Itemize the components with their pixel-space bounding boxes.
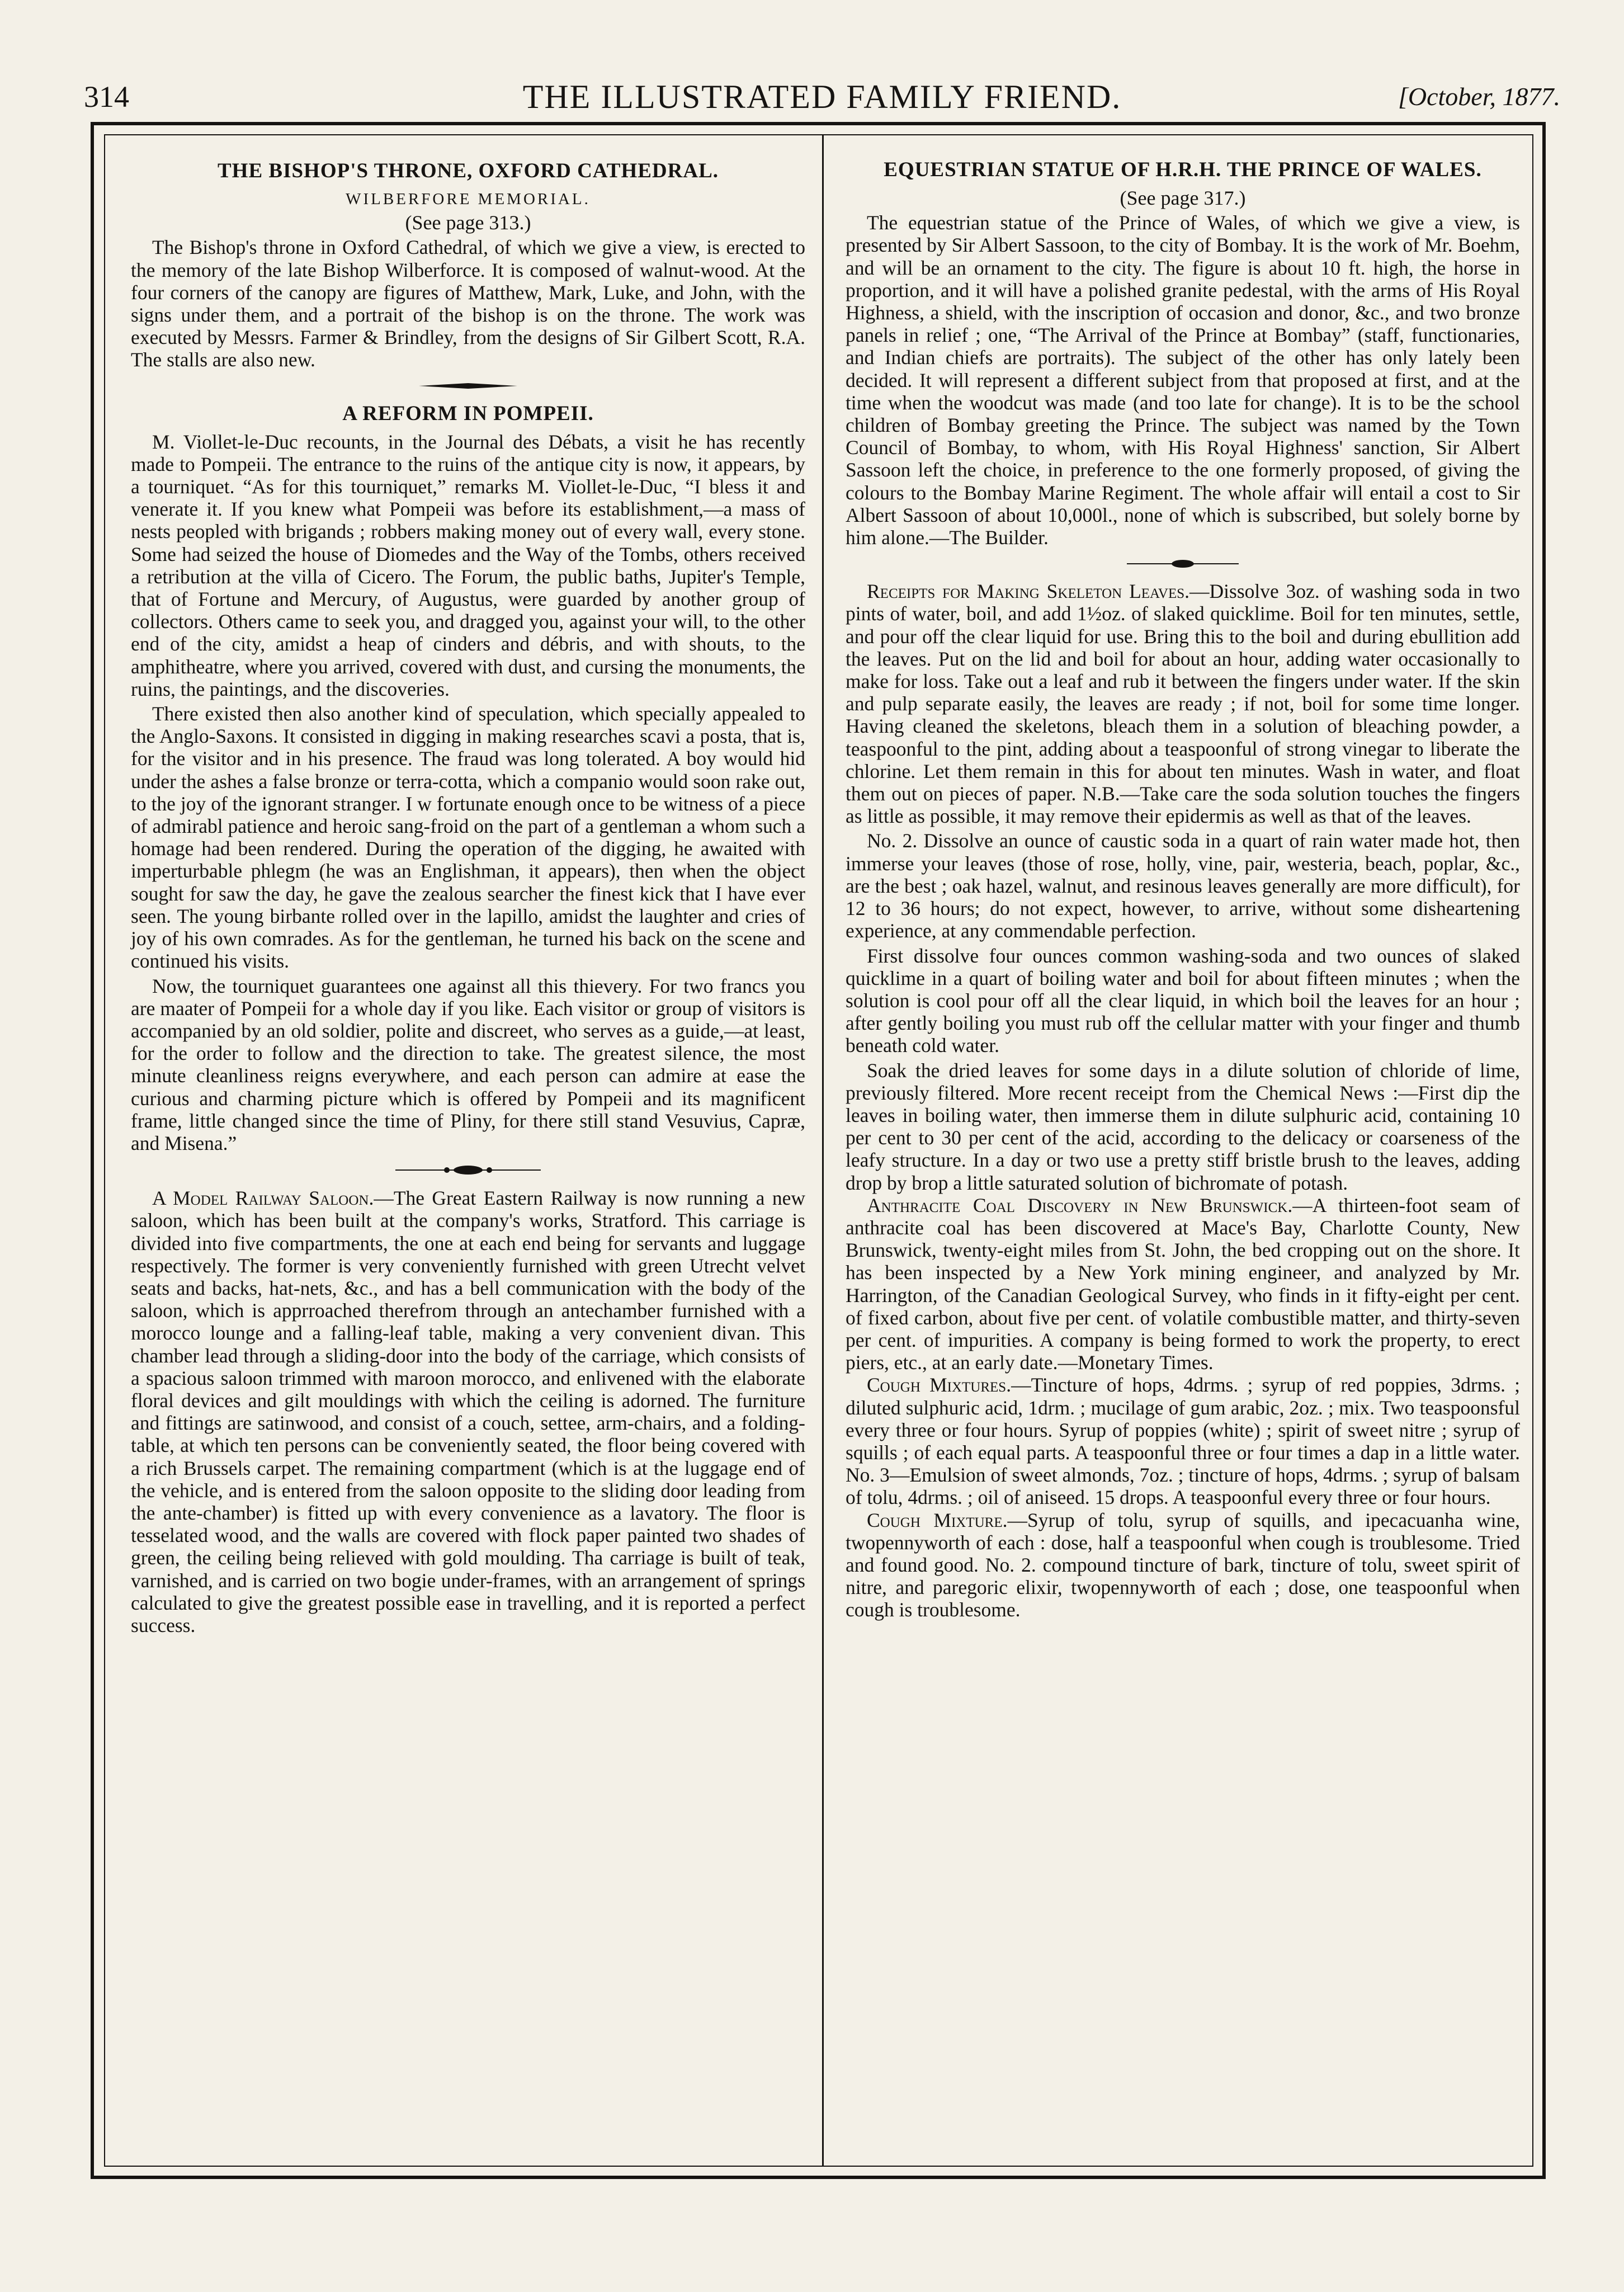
article-reform-in-pompeii (131, 402, 805, 1155)
article-paragraph: First dissolve four ounces common washing-soda and two ounces of slaked quicklime in a quart of boiling water and boil for about fifteen minutes ; when the solution is cool pour off all the clear liquid, in which boil the leaves for an hour ; after gently boiling you must rub off the cellular matter with your finger and thumb beneath cold water. (846, 944, 1520, 1057)
article-anthracite-coal (846, 1194, 1520, 1374)
article-text: —The Great Eastern Railway is now running a new saloon, which has been built at the company's works, Stratford. This carriage is divided into five compartments, the one at each end being for servants and luggage respectively. The former is very conveniently furnished with green Utrecht velvet seats and backs, hat-nets, &c., and has a bell communication with the body of the saloon, which is apprroached therefrom through an antechamber furnished with a morocco lounge and a falling-leaf table, making a very convenient divan. This chamber lead through a sliding-door into the body of the carriage, which consists of a spacious saloon trimmed with maroon morocco, and enlivened with the elaborate floral devices and gilt mouldings with which the ceiling is adorned. The furniture and fittings are satinwood, and consist of a couch, settee, arm-chairs, and a folding-table, at which ten persons can be conveniently seated, the floor being covered with a rich Brussels carpet. The remaining compartment (which is at the luggage end of the vehicle, and is entered from the saloon opposite to the sliding door leading from the ante-chamber) is fitted up with every convenience as a lavatory. The floor is tesselated wood, and the walls are covered with flock paper painted two shades of green, the ceiling being relieved with gold moulding. Tha carriage is built of teak, varnished, and is carried on two bogie under-frames, with an arrangement of springs calculated to give the greatest possible ease in travelling, and it is reported a perfect success. (131, 1187, 805, 1637)
left-column (131, 153, 805, 1637)
article-paragraph (846, 1374, 1520, 1508)
article-subtitle: WILBERFORE MEMORIAL. (346, 190, 591, 208)
publication-title: THE ILLUSTRATED FAMILY FRIEND. (522, 78, 1122, 115)
article-paragraph: Now, the tourniquet guarantees one against all this thievery. For two francs you are maater of Pompeii for a whole day if you like. Each visitor or group of visitors is accompanied by an old soldier, polite and discreet, who serves as a guide,—at least, for the order to follow and the direction to take. The greatest silence, the most minute cleanliness reigns everywhere, and each person can admire at ease the curious and charming picture which is offered by Pompeii and its magnificent frame, little changed since the time of Pliny, for there still stand Vesuvius, Capræ, and Misena.” (131, 974, 805, 1154)
article-lead: A Model Railway Saloon. (152, 1187, 374, 1210)
article-text: —Dissolve 3oz. of washing soda in two pints of water, boil, and add 1½oz. of slaked quicklime. Boil for ten minutes, settle, and pour off the clear liquid for use. Bring this to the boil and during ebullition add the leaves. Put on the lid and boil for about an hour, adding water occasionally to make for loss. Take out a leaf and rub it between the fingers under water. If the skin and pulp separate easily, the leaves are ready ; if not, boil for some time longer. Having cleaned the skeletons, bleach them in a solution of bleaching powder, a teaspoonful to the pint, adding about a teaspoonful of strong vinegar to liberate the chlorine. Let them remain in this for about ten minutes. Wash in water, and float them out on pieces of paper. N.B.—Take care the soda solution touches the fingers as little as possible, it may remove their epidermis as well as that of the leaves. (846, 580, 1520, 828)
article-paragraph: There existed then also another kind of speculation, which specially appealed to the Anglo-Saxons. It consisted in digging in making researches scavi a posta, that is, for the visitor and in his presence. The fraud was long tolerated. A boy would hid under the ashes a false bronze or terra-cotta, which a companio would soon rake out, to the joy of the ignorant stranger. I w fortunate enough once to be witness of a piece of admirabl patience and heroic sang-froid on the part of a gentleman a whom such a homage had been rendered. During the operation of the digging, he awaited with imperturbable phlegm (he was an Englishman, it appears), then when the object sought for saw the day, he gave the zealous searcher the finest kick that I have ever seen. The young birbante rolled over in the lapillo, amidst the laughter and cries of joy of his own comrades. As for the gentleman, he turned his back on the scene and continued his visits. (131, 702, 805, 973)
article-paragraph (131, 1187, 805, 1637)
right-column (846, 153, 1520, 1621)
section-ornament (1127, 559, 1239, 569)
article-lead: Cough Mixtures. (867, 1374, 1012, 1397)
page-number: 314 (84, 80, 129, 114)
article-paragraph: The Bishop's throne in Oxford Cathedral, of which we give a view, is erected to the memory of the late Bishop Wilberforce. It is composed of walnut-wood. At the four corners of the canopy are figures of Matthew, Mark, Luke, and John, with the signs under them, and a portrait of the bishop is on the throne. The work was executed by Messrs. Farmer & Brindley, from the designs of Sir Gilbert Scott, R.A. The stalls are also new. (131, 236, 805, 371)
section-ornament (395, 1164, 541, 1176)
article-paragraph: M. Viollet-le-Duc recounts, in the Journal des Débats, a visit he has recently made to Pompeii. The entrance to the ruins of the antique city is now, it appears, by a tourniquet. “As for this tourniquet,” remarks M. Viollet-le-Duc, “I bless it and venerate it. If you knew what Pompeii was before its establishment,—a mass of nests peopled with brigands ; robbers making money out of every wall, every stone. Some had seized the house of Diomedes and the Way of the Tombs, others received a retribution at the villa of Cicero. The Forum, the public baths, Jupiter's Temple, that of Fortune and Mercury, of Augustus, were guarded by another group of collectors. Others came to seek you, and dragged you, against your will, to the other end of the city, amidst a heap of cinders and débris, and with shouts, to the amphitheatre, where you arrived, covered with dust, and cursing the monuments, the ruins, the paintings, and the discoveries. (131, 430, 805, 700)
article-text: —A thirteen-foot seam of anthracite coal has been discovered at Mace's Bay, Charlotte County, New Brunswick, twenty-eight miles from St. John, the bed cropping out on the shore. It has been inspected by a New York mining engineer, and analyzed by Mr. Harrington, of the Canadian Geological Survey, who finds in it fifty-eight per cent. of fixed carbon, about five per cent. of volatile combustible matter, and thirty-seven per cent. of impurities. A company is being formed to work the property, to erect piers, etc., at an early date.—Monetary Times. (846, 1194, 1521, 1374)
article-text: —Syrup of tolu, syrup of squills, and ipecacuanha wine, twopennyworth of each : dose, half a teaspoonful when cough is troublesome. Tried and found good. No. 2. compound tincture of bark, tincture of tolu, sweet spirit of nitre, and paregoric elixir, twopennyworth of each ; dose, one teaspoonful when cough is troublesome. (846, 1508, 1520, 1621)
article-lead: Anthracite Coal Discovery in New Brunswick. (867, 1194, 1293, 1216)
article-title: EQUESTRIAN STATUE OF H.R.H. THE PRINCE OF WALES. (884, 158, 1482, 181)
article-cough-mixtures (846, 1374, 1520, 1508)
article-lead: Receipts for Making Skeleton Leaves. (867, 580, 1189, 603)
article-title: THE BISHOP'S THRONE, OXFORD CATHEDRAL. (218, 159, 719, 182)
page-header (84, 77, 1560, 116)
article-paragraph (846, 1509, 1520, 1621)
article-cough-mixture (846, 1509, 1520, 1621)
article-bishops-throne (131, 159, 805, 371)
article-paragraph: No. 2. Dissolve an ounce of caustic soda in a quart of rain water made hot, then immerse your leaves (those of rose, holly, vine, pair, westeria, beach, poplar, &c., are the best ; oak hazel, walnut, and resinous leaves generally are more difficult), for 12 to 36 hours; do not expect, however, to arrive, without some disheartening experience, at any commendable perfection. (846, 829, 1520, 942)
page-reference: (See page 313.) (405, 211, 531, 234)
article-paragraph (846, 1194, 1520, 1374)
section-ornament (418, 381, 518, 390)
article-skeleton-leaves (846, 580, 1520, 1194)
issue-date: [October, 1877. (1398, 82, 1560, 111)
article-equestrian-statue (846, 158, 1520, 549)
page-reference: (See page 317.) (1120, 187, 1246, 209)
article-paragraph (846, 580, 1520, 827)
article-title: A REFORM IN POMPEII. (342, 402, 594, 425)
article-paragraph: Soak the dried leaves for some days in a dilute solution of chloride of lime, previously filtered. More recent receipt from the Chemical News :—First dip the leaves in boiling water, then immerse them in dilute sulphuric acid, containing 10 per cent to 30 per cent of the acid, according to the delicacy or coarseness of the leafy structure. In a day or two use a pretty stiff bristle brush to the leaves, adding drop by brop a little saturated solution of bichromate of potash. (846, 1059, 1520, 1194)
article-lead: Cough Mixture. (867, 1508, 1008, 1531)
column-divider (822, 135, 824, 2166)
article-text: —Tincture of hops, 4drms. ; syrup of red poppies, 3drms. ; diluted sulphuric acid, 1drm. ; mucilage of gum arabic, 2oz. ; mix. Two teaspoonsful every three or four hours. Syrup of poppies (white) ; spirit of sweet nitre ; syrup of squills ; of each equal parts. A teaspoonful three or four times a dap in a little water. No. 3—Emulsion of sweet almonds, 7oz. ; tincture of hops, 4drms. ; syrup of balsam of tolu, 4drms. ; oil of aniseed. 15 drops. A teaspoonful every three or four hours. (846, 1374, 1520, 1509)
article-paragraph: The equestrian statue of the Prince of Wales, of which we give a view, is presented by Sir Albert Sassoon, to the city of Bombay. It is the work of Mr. Boehm, and will be an ornament to the city. The figure is about 10 ft. high, the horse in proportion, and it will have a polished granite pedestal, with the arms of His Royal Highness, a shield, with the inscription of occasion and donor, &c., and two bronze panels in relief ; one, “The Arrival of the Prince at Bombay” (staff, functionaries, and Indian chiefs are portraits). The subject of the other has only lately been decided. It will represent a different subject from that proposed at first, and at the time when the woodcut was made (and too late for change). It is to be the school children of Bombay greeting the Prince. The subject was named by the Town Council of Bombay, to whom, with His Royal Highness' sanction, Sir Albert Sassoon left the choice, in preference to the one formerly proposed, of giving the colours to the Bombay Marine Regiment. The whole affair will entail a cost to Sir Albert Sassoon of about 10,000l., none of which is subscribed, but solely borne by him alone.—The Builder. (846, 211, 1520, 549)
article-model-railway-saloon (131, 1187, 805, 1637)
